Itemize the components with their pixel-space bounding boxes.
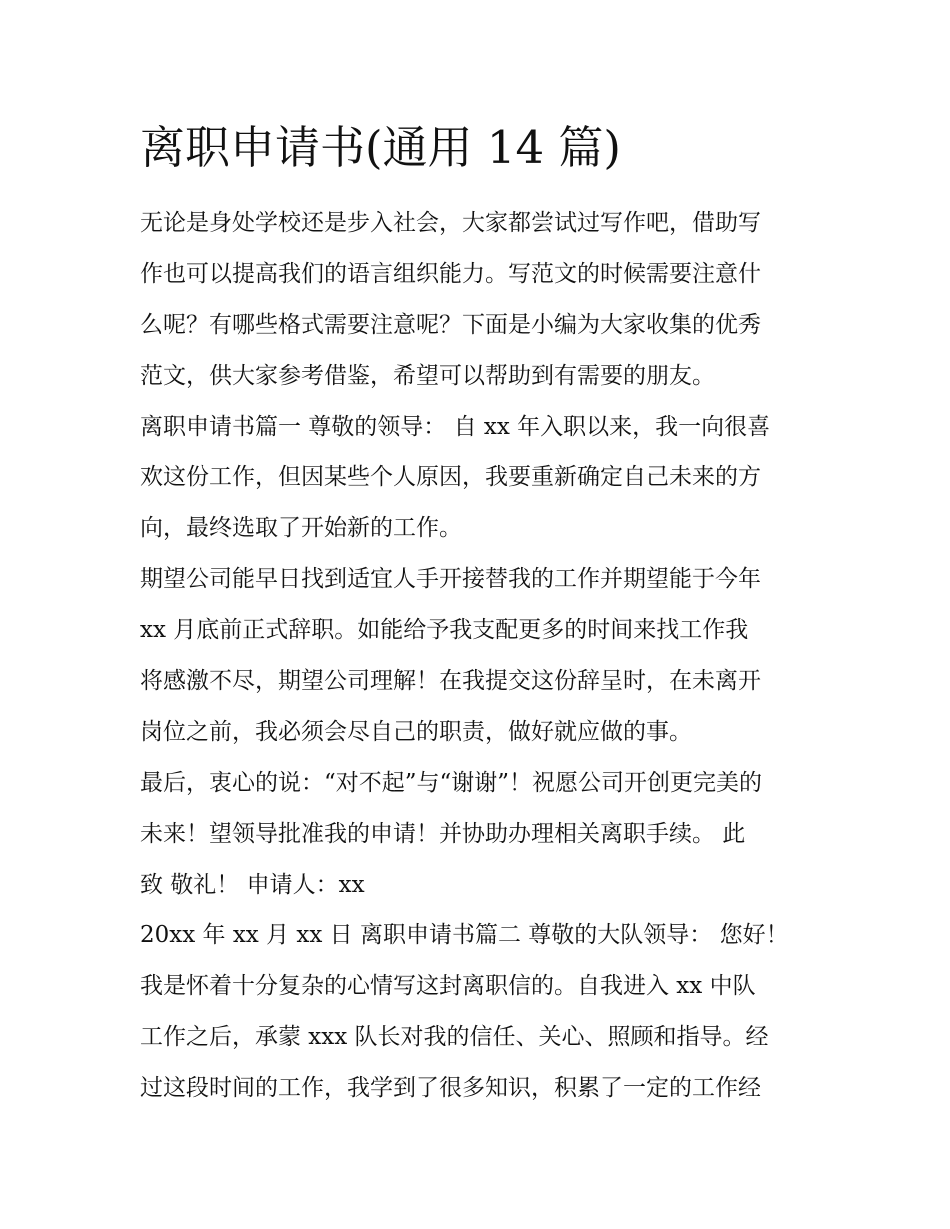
- text-line: 向，最终选取了开始新的工作。: [140, 515, 462, 542]
- text-line: 我是怀着十分复杂的心情写这封离职信的。自我进入 xx 中队: [140, 973, 756, 1000]
- text-line: 岗位之前，我必须会尽自己的职责，做好就应做的事。: [140, 718, 692, 745]
- text-line: 20xx 年 xx 月 xx 日 离职申请书篇二 尊敬的大队领导： 您好！: [140, 922, 789, 949]
- document-body: [140, 198, 820, 1114]
- text-line: 欢这份工作，但因某些个人原因，我要重新确定自己未来的方: [140, 464, 761, 491]
- text-line: 范文，供大家参考借鉴，希望可以帮助到有需要的朋友。: [140, 362, 715, 389]
- text-line: 最后，衷心的说：“对不起”与“谢谢”！祝愿公司开创更完美的: [140, 769, 763, 796]
- text-line: 未来！望领导批准我的申请！并协助办理相关离职手续。 此: [140, 820, 746, 847]
- text-line: 致 敬礼！ 申请人：xx: [140, 871, 365, 898]
- text-line: 工作之后，承蒙 xxx 队长对我的信任、关心、照顾和指导。经: [140, 1024, 769, 1051]
- document-title: 离职申请书(通用 14 篇): [140, 121, 621, 174]
- text-line: 作也可以提高我们的语言组织能力。写范文的时候需要注意什: [140, 260, 761, 287]
- text-line: 过这段时间的工作，我学到了很多知识，积累了一定的工作经: [140, 1075, 761, 1102]
- text-line: 期望公司能早日找到适宜人手开接替我的工作并期望能于今年: [140, 566, 761, 593]
- text-line: 将感激不尽，期望公司理解！在我提交这份辞呈时，在未离开: [140, 668, 761, 695]
- paragraph-letter-one-closing: [140, 758, 820, 911]
- paragraph-letter-one-opening: [140, 402, 820, 555]
- text-line: 离职申请书篇一 尊敬的领导： 自 xx 年入职以来，我一向很喜: [140, 413, 771, 440]
- text-line: 么呢？有哪些格式需要注意呢？下面是小编为大家收集的优秀: [140, 311, 761, 338]
- text-line: 无论是身处学校还是步入社会，大家都尝试过写作吧，借助写: [140, 210, 761, 236]
- paragraph-letter-two: [140, 910, 820, 1114]
- paragraph-intro: [140, 198, 820, 402]
- paragraph-letter-one-body: [140, 554, 820, 758]
- text-line: xx 月底前正式辞职。如能给予我支配更多的时间来找工作我: [140, 617, 749, 644]
